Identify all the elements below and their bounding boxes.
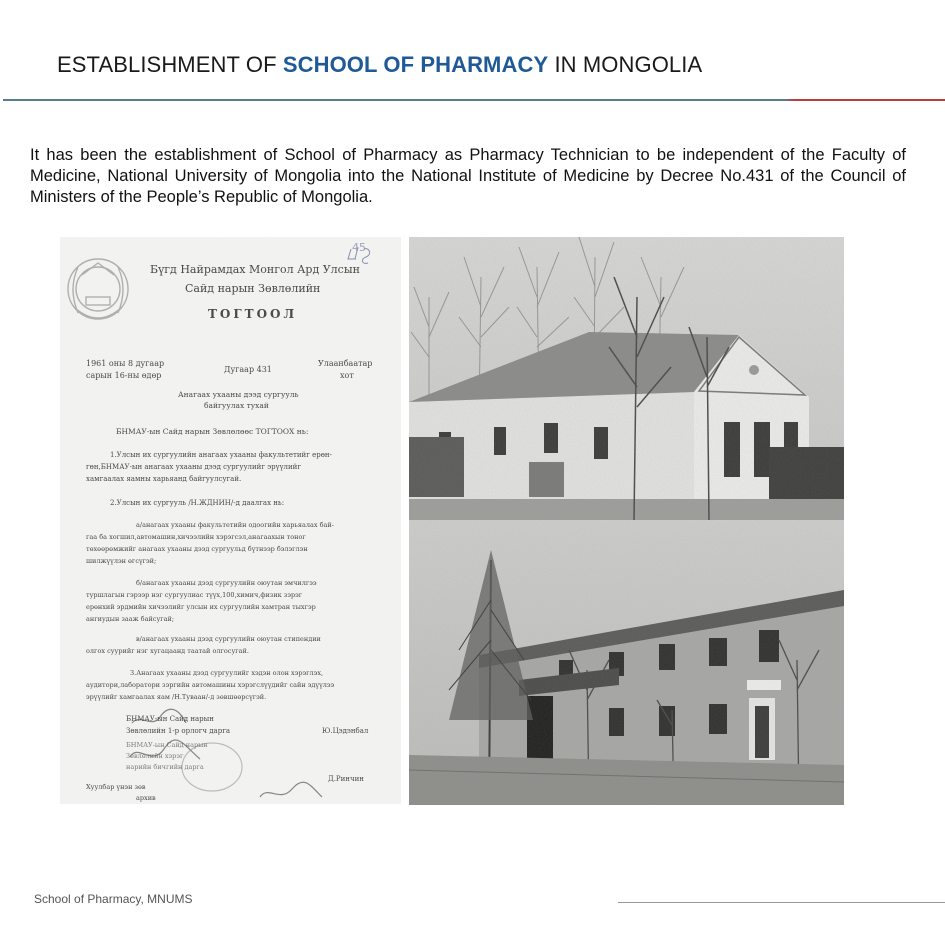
decree-p1-line1: 1.Улсын их сургуулийн анагаах ухааны факультетийг ерөн- <box>110 451 332 459</box>
decree-document-image <box>60 237 401 804</box>
decree-pc-line1: в/анагаах ухааны дээд сургуулийн оюутан стипендии <box>136 635 321 643</box>
decree-p3-line1: 3.Анагаах ухааны дээд сургуулийг хэдэн олон хэрэглэх, <box>130 669 324 677</box>
decree-subject-line1: Анагаах ухааны дээд сургууль <box>178 390 299 399</box>
title-prefix: ESTABLISHMENT OF <box>57 52 283 77</box>
decree-pb-line3: ерөнхий эрдмийн хичээлийг улсын их сургуулийн хамтран тыхгэр <box>86 603 316 611</box>
decree-place-line2: хот <box>340 371 354 380</box>
decree-date-line2: сарын 16-ны өдөр <box>86 371 162 380</box>
decree-sig2-line1: БНМАУ-ын Сайд нарын <box>126 741 208 749</box>
title-highlight: SCHOOL OF PHARMACY <box>282 52 549 77</box>
decree-header-line2: Сайд нарын Зөвлөлийн <box>185 282 321 295</box>
decree-sig3-line1: Хуулбар үнэн зөв <box>86 783 146 791</box>
decree-sig1-name: Ю.Цэдэнбал <box>322 727 369 735</box>
body-paragraph: It has been the establishment of School of Pharmacy as Pharmacy Technician to be independent of the Faculty of Medicine, National University of Mongolia into the National Institute of Medicine by Decree No.431 of the Council of Ministers of the People’s Republic of Mongolia. <box>30 146 906 206</box>
page-title <box>57 52 702 78</box>
decree-pb-line2: туршлагын гэрээр нэг сургуулиас түүх,100,химич,физик зэрэг <box>86 591 303 599</box>
decree-number: Дугаар 431 <box>224 365 272 374</box>
decree-resolve: БНМАУ-ын Сайд нарын Зөвлөлөөс ТОГТООХ нь: <box>116 427 309 436</box>
historic-building-photo-bottom <box>409 520 844 805</box>
title-suffix: IN MONGOLIA <box>548 52 703 77</box>
footer-divider <box>618 902 945 903</box>
decree-page-number: 45 <box>352 241 366 254</box>
historic-building-photo-top <box>409 237 844 520</box>
decree-sig2-line3: нарийн бичгийн дарга <box>126 763 204 771</box>
decree-pc-line2: олгох суурийг нэг хугацаанд таатай олгосугай. <box>86 647 249 655</box>
decree-sig3-line2: архив <box>136 794 156 802</box>
decree-p1-line2: гөн,БНМАУ-ын анагаах ухааны дээд сургуулийг эрүүлийг <box>86 463 301 471</box>
building-photo-icon <box>409 520 844 805</box>
decree-subject-line2: байгуулах тухай <box>204 401 269 410</box>
decree-pb-line1: б/анагаах ухааны дээд сургуулийн оюутан эмчилгээ <box>136 579 317 587</box>
decree-pa-line1: а/анагаах ухааны факультетийн одоогийн харьяалах бай- <box>136 521 334 529</box>
decree-pb-line4: ангиудын зааж байсугай; <box>86 615 175 623</box>
decree-sig1-line1: БНМАУ-ын Сайд нарын <box>126 715 214 723</box>
decree-p1-line3: хамгаалах яамны харьяанд байгуулсугай. <box>86 475 242 483</box>
decree-place-line1: Улаанбаатар <box>318 359 373 368</box>
decree-p3-line3: эрүүлийг хамгаалах яам /Н.Туваан/-д зөвшөөрсүгэй. <box>86 693 267 701</box>
decree-sig2-line2: Зөвлөлийн хэрэг <box>126 752 184 760</box>
building-photo-icon <box>409 237 844 520</box>
decree-p3-line2: аудитори,лаборатори зэргийн автомашины хэрэгслүүдийг сайн эдүүлээ <box>86 681 335 689</box>
footer-source: School of Pharmacy, MNUMS <box>34 892 193 906</box>
decree-sig2-name: Д.Ринчин <box>328 775 364 783</box>
decree-header-line1: Бүгд Найрамдах Монгол Ард Улсын <box>150 263 360 276</box>
decree-title: ТОГТООЛ <box>208 307 298 321</box>
decree-pa-line2: гаа ба хогшил,автомашин,хичээлийн хэрэгсэл,анагаахын тоног <box>86 533 306 541</box>
title-divider <box>3 99 945 101</box>
decree-pa-line3: төхөөрөмжийг анагаах ухааны дээд сургуульд бүтнээр бэлэглэн <box>86 545 308 553</box>
decree-p2-line1: 2.Улсын их сургууль /Н.ЖДНИН/-д даалгах нь: <box>110 499 285 507</box>
decree-sig1-line2: Зөвлөлийн 1-р орлогч дарга <box>126 727 231 735</box>
decree-date-line1: 1961 оны 8 дугаар <box>86 359 165 368</box>
decree-pa-line4: шилжүүлэн өгсүгэй; <box>86 557 157 565</box>
